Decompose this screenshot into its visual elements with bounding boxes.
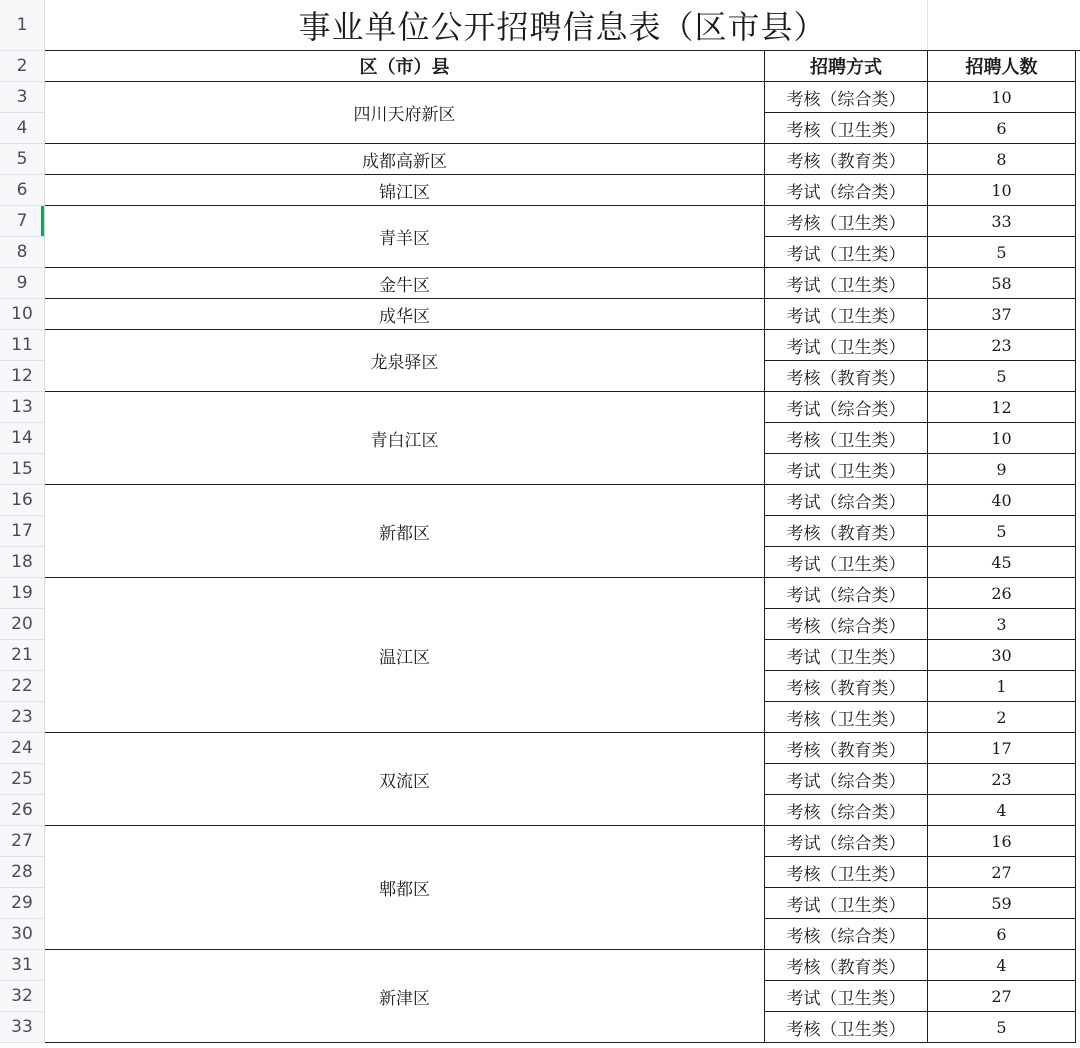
count-cell[interactable]: 5 <box>928 1012 1076 1043</box>
row-header[interactable]: 16 <box>0 485 45 516</box>
method-cell[interactable]: 考试（综合类） <box>765 175 928 206</box>
method-cell[interactable]: 考试（卫生类） <box>765 547 928 578</box>
count-cell[interactable]: 6 <box>928 919 1076 950</box>
method-cell[interactable]: 考核（教育类） <box>765 516 928 547</box>
row-header[interactable]: 2 <box>0 51 45 82</box>
count-cell[interactable]: 37 <box>928 299 1076 330</box>
count-cell[interactable]: 5 <box>928 361 1076 392</box>
row-header[interactable]: 29 <box>0 888 45 919</box>
method-cell[interactable]: 考试（综合类） <box>765 764 928 795</box>
method-cell[interactable]: 考核（教育类） <box>765 950 928 981</box>
district-cell[interactable]: 新津区 <box>45 950 765 1043</box>
district-cell[interactable]: 金牛区 <box>45 268 765 299</box>
count-cell[interactable]: 9 <box>928 454 1076 485</box>
header-count[interactable]: 招聘人数 <box>928 51 1076 82</box>
method-cell[interactable]: 考试（卫生类） <box>765 237 928 268</box>
count-cell[interactable]: 33 <box>928 206 1076 237</box>
district-cell[interactable]: 锦江区 <box>45 175 765 206</box>
district-cell[interactable]: 温江区 <box>45 578 765 733</box>
row-header[interactable]: 1 <box>0 0 45 51</box>
count-cell[interactable]: 40 <box>928 485 1076 516</box>
method-cell[interactable]: 考试（综合类） <box>765 392 928 423</box>
count-cell[interactable]: 45 <box>928 547 1076 578</box>
method-cell[interactable]: 考试（卫生类） <box>765 454 928 485</box>
method-cell[interactable]: 考核（综合类） <box>765 609 928 640</box>
count-cell[interactable]: 10 <box>928 175 1076 206</box>
method-cell[interactable]: 考核（教育类） <box>765 733 928 764</box>
header-district[interactable]: 区（市）县 <box>45 51 765 82</box>
district-cell[interactable]: 龙泉驿区 <box>45 330 765 392</box>
row-header[interactable]: 23 <box>0 702 45 733</box>
method-cell[interactable]: 考核（卫生类） <box>765 206 928 237</box>
row-header[interactable]: 9 <box>0 268 45 299</box>
count-cell[interactable]: 5 <box>928 516 1076 547</box>
row-header[interactable]: 25 <box>0 764 45 795</box>
row-header[interactable]: 7 <box>0 206 45 237</box>
row-header[interactable]: 33 <box>0 1012 45 1043</box>
row-header[interactable]: 22 <box>0 671 45 702</box>
row-header[interactable]: 13 <box>0 392 45 423</box>
count-cell[interactable]: 6 <box>928 113 1076 144</box>
count-cell[interactable]: 16 <box>928 826 1076 857</box>
district-cell[interactable]: 新都区 <box>45 485 765 578</box>
count-cell[interactable]: 23 <box>928 330 1076 361</box>
count-cell[interactable]: 12 <box>928 392 1076 423</box>
row-header[interactable]: 20 <box>0 609 45 640</box>
method-cell[interactable]: 考核（教育类） <box>765 671 928 702</box>
method-cell[interactable]: 考核（卫生类） <box>765 1012 928 1043</box>
count-cell[interactable]: 10 <box>928 82 1076 113</box>
count-cell[interactable]: 8 <box>928 144 1076 175</box>
method-cell[interactable]: 考核（教育类） <box>765 361 928 392</box>
row-header[interactable]: 10 <box>0 299 45 330</box>
method-cell[interactable]: 考核（综合类） <box>765 82 928 113</box>
row-header[interactable]: 17 <box>0 516 45 547</box>
row-header[interactable]: 32 <box>0 981 45 1012</box>
count-cell[interactable]: 2 <box>928 702 1076 733</box>
method-cell[interactable]: 考试（卫生类） <box>765 981 928 1012</box>
district-cell[interactable]: 成华区 <box>45 299 765 330</box>
count-cell[interactable]: 27 <box>928 857 1076 888</box>
row-header[interactable]: 18 <box>0 547 45 578</box>
row-header[interactable]: 24 <box>0 733 45 764</box>
method-cell[interactable]: 考核（卫生类） <box>765 702 928 733</box>
row-header[interactable]: 31 <box>0 950 45 981</box>
method-cell[interactable]: 考核（综合类） <box>765 919 928 950</box>
method-cell[interactable]: 考试（卫生类） <box>765 888 928 919</box>
row-header[interactable]: 26 <box>0 795 45 826</box>
row-header[interactable]: 12 <box>0 361 45 392</box>
row-header[interactable]: 11 <box>0 330 45 361</box>
row-header[interactable]: 28 <box>0 857 45 888</box>
row-header[interactable]: 27 <box>0 826 45 857</box>
row-header[interactable]: 5 <box>0 144 45 175</box>
method-cell[interactable]: 考核（综合类） <box>765 795 928 826</box>
count-cell[interactable]: 10 <box>928 423 1076 454</box>
method-cell[interactable]: 考试（卫生类） <box>765 330 928 361</box>
count-cell[interactable]: 30 <box>928 640 1076 671</box>
method-cell[interactable]: 考试（卫生类） <box>765 299 928 330</box>
method-cell[interactable]: 考试（综合类） <box>765 485 928 516</box>
method-cell[interactable]: 考试（卫生类） <box>765 268 928 299</box>
method-cell[interactable]: 考核（卫生类） <box>765 423 928 454</box>
district-cell[interactable]: 青羊区 <box>45 206 765 268</box>
method-cell[interactable]: 考核（卫生类） <box>765 113 928 144</box>
count-cell[interactable]: 23 <box>928 764 1076 795</box>
count-cell[interactable]: 59 <box>928 888 1076 919</box>
method-cell[interactable]: 考试（综合类） <box>765 826 928 857</box>
row-header[interactable]: 6 <box>0 175 45 206</box>
method-cell[interactable]: 考试（卫生类） <box>765 640 928 671</box>
row-header[interactable]: 19 <box>0 578 45 609</box>
row-header[interactable]: 15 <box>0 454 45 485</box>
sheet-title[interactable]: 事业单位公开招聘信息表（区市县） <box>45 0 1080 51</box>
district-cell[interactable]: 双流区 <box>45 733 765 826</box>
row-header[interactable]: 14 <box>0 423 45 454</box>
count-cell[interactable]: 4 <box>928 795 1076 826</box>
count-cell[interactable]: 27 <box>928 981 1076 1012</box>
row-header[interactable]: 30 <box>0 919 45 950</box>
count-cell[interactable]: 58 <box>928 268 1076 299</box>
row-header[interactable]: 4 <box>0 113 45 144</box>
district-cell[interactable]: 成都高新区 <box>45 144 765 175</box>
method-cell[interactable]: 考试（综合类） <box>765 578 928 609</box>
row-header[interactable]: 21 <box>0 640 45 671</box>
count-cell[interactable]: 26 <box>928 578 1076 609</box>
row-header[interactable]: 3 <box>0 82 45 113</box>
district-cell[interactable]: 郫都区 <box>45 826 765 950</box>
district-cell[interactable]: 四川天府新区 <box>45 82 765 144</box>
count-cell[interactable]: 17 <box>928 733 1076 764</box>
count-cell[interactable]: 1 <box>928 671 1076 702</box>
count-cell[interactable]: 5 <box>928 237 1076 268</box>
header-method[interactable]: 招聘方式 <box>765 51 928 82</box>
method-cell[interactable]: 考核（教育类） <box>765 144 928 175</box>
count-cell[interactable]: 4 <box>928 950 1076 981</box>
row-header[interactable]: 8 <box>0 237 45 268</box>
district-cell[interactable]: 青白江区 <box>45 392 765 485</box>
method-cell[interactable]: 考核（卫生类） <box>765 857 928 888</box>
count-cell[interactable]: 3 <box>928 609 1076 640</box>
